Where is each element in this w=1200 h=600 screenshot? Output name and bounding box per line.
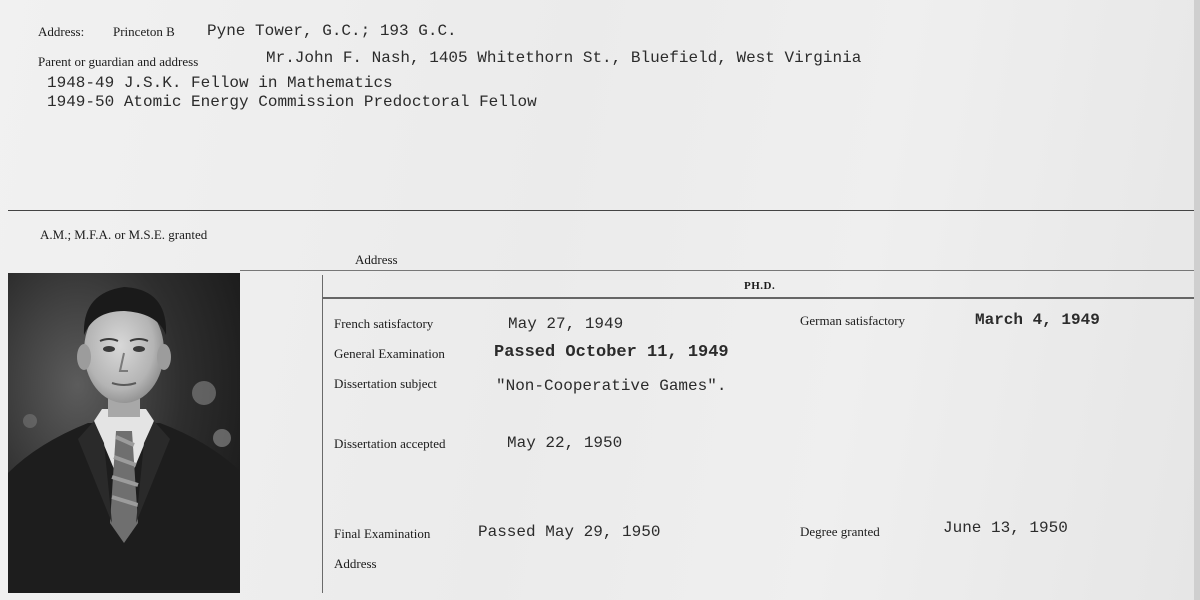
address-label: Address: xyxy=(38,24,85,39)
section-divider xyxy=(8,210,1194,211)
masters-rule xyxy=(240,270,1194,271)
degree-granted-value: June 13, 1950 xyxy=(943,519,1068,537)
phd-left-border xyxy=(322,275,323,593)
phd-section-title: PH.D. xyxy=(744,280,776,292)
masters-address-label: Address xyxy=(355,252,398,267)
portrait-illustration xyxy=(8,273,240,593)
german-value: March 4, 1949 xyxy=(975,311,1100,329)
card-edge xyxy=(1194,0,1200,600)
masters-granted-label: A.M.; M.F.A. or M.S.E. granted xyxy=(40,227,208,242)
parent-value: Mr.John F. Nash, 1405 Whitethorn St., Bluefield, West Virginia xyxy=(266,49,862,67)
dissertation-accepted-label: Dissertation accepted xyxy=(334,436,446,451)
student-photo xyxy=(8,273,240,593)
general-exam-label: General Examination xyxy=(334,346,445,361)
dissertation-subject-value: "Non-Cooperative Games". xyxy=(496,377,727,395)
french-value: May 27, 1949 xyxy=(508,315,624,333)
german-label: German satisfactory xyxy=(800,313,906,328)
phd-address-label: Address xyxy=(334,556,377,571)
phd-header-rule xyxy=(322,297,1194,299)
final-exam-value: Passed May 29, 1950 xyxy=(478,523,661,541)
fellowship-line-1: 1948-49 J.S.K. Fellow in Mathematics xyxy=(47,74,393,92)
degree-granted-label: Degree granted xyxy=(800,524,880,539)
address-value-printed: Princeton B xyxy=(113,24,175,39)
parent-label: Parent or guardian and address xyxy=(38,54,199,69)
dissertation-subject-label: Dissertation subject xyxy=(334,376,437,391)
general-exam-value: Passed October 11, 1949 xyxy=(494,343,729,362)
fellowship-line-2: 1949-50 Atomic Energy Commission Predoctoral Fellow xyxy=(47,93,537,111)
final-exam-label: Final Examination xyxy=(334,526,431,541)
dissertation-accepted-value: May 22, 1950 xyxy=(507,434,623,452)
address-value-typed: Pyne Tower, G.C.; 193 G.C. xyxy=(207,22,457,40)
french-label: French satisfactory xyxy=(334,316,434,331)
